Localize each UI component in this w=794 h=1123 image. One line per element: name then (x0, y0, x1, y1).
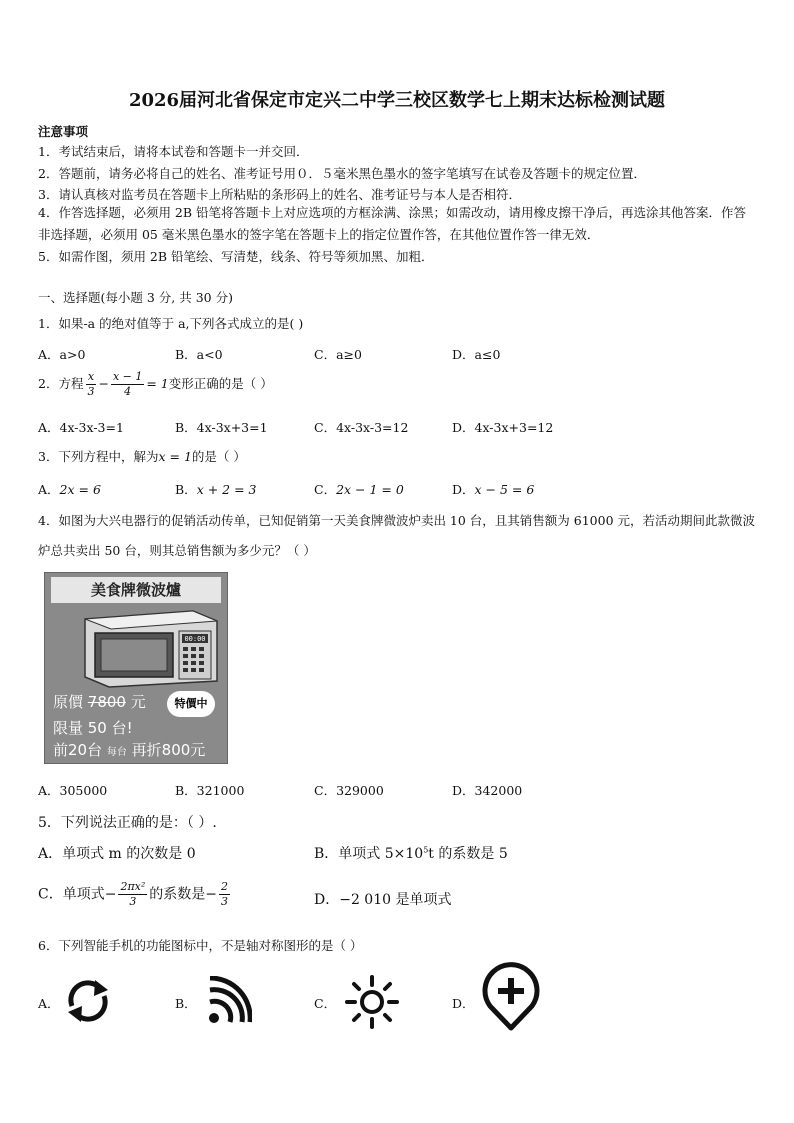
q4-option-c[interactable]: C．329000 (314, 783, 384, 798)
q3-label-c: C． (314, 482, 337, 497)
q3-label-d: D． (452, 482, 475, 497)
q2-option-b[interactable]: B．4x-3x+3=1 (175, 420, 268, 435)
q2-f1-den: 3 (87, 385, 95, 398)
q6-option-d[interactable]: D． (452, 996, 475, 1011)
q2-option-d[interactable]: D．4x-3x+3=12 (452, 420, 554, 435)
notice-item-2: 2．答题前，请务必将自己的姓名、准考证号用０．５毫米黑色墨水的签字笔填写在试卷及答题卡的规定位置． (38, 166, 646, 181)
q2-minus: − (98, 376, 109, 391)
price-label: 原價 (53, 693, 84, 711)
q3-label-b: B． (175, 482, 197, 497)
q5-c-frac (118, 880, 147, 909)
question-6-stem: 6．下列智能手机的功能图标中，不是轴对称图形的是（ ） (38, 938, 363, 953)
q6-option-a[interactable]: A． (38, 996, 60, 1011)
q5-option-c[interactable] (38, 880, 232, 909)
price-value: 7800 (87, 693, 126, 711)
q5-b-exp: 5 (423, 845, 429, 855)
price-unit: 元 (130, 693, 146, 711)
brightness-sun-icon (344, 974, 400, 1030)
flyer-banner: 美食牌微波爐 (51, 577, 221, 603)
question-5-stem: 5．下列说法正确的是：（ ）. (38, 815, 217, 831)
q5-c-num2: 2 (221, 880, 229, 893)
notice-item-3: 3．请认真核对监考员在答题卡上所粘贴的条形码上的姓名、准考证号与本人是否相符． (38, 187, 521, 202)
promo-flyer-image (44, 572, 228, 764)
q1-option-a[interactable]: A．a>0 (38, 347, 86, 362)
page-title: 2026届河北省保定市定兴二中学三校区数学七上期末达标检测试题 (128, 90, 666, 111)
q5-c-den2: 3 (221, 895, 229, 908)
q2-prefix: 2．方程 (38, 376, 84, 391)
q2-suffix: 变形正确的是（ ） (168, 376, 273, 391)
q3-option-a[interactable] (38, 480, 101, 498)
microwave-display: 00:00 (184, 635, 206, 643)
q5-b-post: t 的系数是 5 (428, 846, 508, 862)
wifi-signal-icon (206, 976, 252, 1026)
q1-option-b[interactable]: B．a<0 (175, 347, 223, 362)
flyer-original-price (53, 691, 146, 712)
question-2-stem (38, 370, 273, 399)
notice-heading: 注意事项 (38, 124, 89, 139)
deal-discount: 再折800元 (131, 741, 206, 759)
microwave-icon (75, 607, 225, 689)
flyer-limit: 限量 50 台! (53, 719, 133, 737)
notice-item-4: 4．作答选择题，必须用 2B 铅笔将答题卡上对应选项的方框涂满、涂黑；如需改动，请用橡皮擦干净后，再选涂其他答案．作答非选择题，必须用 05 毫米黑色墨水的签字笔在答题卡上的指定位置作答，在其他位置作答一律无效． (38, 205, 747, 242)
q5-option-d[interactable]: D．−2 010 是单项式 (314, 892, 452, 908)
location-pin-plus-icon (478, 962, 544, 1032)
question-1-stem: 1．如果-a 的绝对值等于 a,下列各式成立的是( ) (38, 316, 304, 331)
q5-c-frac-2 (219, 880, 230, 909)
q2-equals: = 1 (146, 376, 169, 391)
q4-option-d[interactable]: D．342000 (452, 783, 523, 798)
q2-f2-den: 4 (124, 385, 132, 398)
q3-suffix: 的是（ ） (191, 449, 246, 464)
flyer-deal (53, 739, 205, 760)
q4-option-a[interactable]: A．305000 (38, 783, 108, 798)
on-sale-badge: 特價中 (167, 691, 215, 717)
q5-c-mid: 的系数是− (149, 886, 218, 903)
q3-label-a: A． (38, 482, 60, 497)
q5-c-pre: C．单项式− (38, 886, 117, 903)
q2-option-c[interactable]: C．4x-3x-3=12 (314, 420, 409, 435)
q5-b-pre: B．单项式 5×10 (314, 846, 424, 862)
deal-each: 每台 (106, 747, 127, 758)
q6-option-c[interactable]: C． (314, 996, 337, 1011)
q5-option-b[interactable] (314, 843, 508, 863)
q2-f1-num: x (87, 370, 95, 383)
q1-option-d[interactable]: D．a≤0 (452, 347, 501, 362)
q5-c-num: 2πx² (120, 880, 146, 893)
q2-fraction-2 (111, 370, 144, 399)
q5-c-den: 3 (129, 895, 137, 908)
q5-option-a[interactable]: A．单项式 m 的次数是 0 (38, 846, 196, 862)
q3-condition: x = 1 (158, 449, 192, 464)
q6-option-b[interactable]: B． (175, 996, 197, 1011)
q3-eq-a: 2x = 6 (59, 482, 101, 497)
q3-eq-c: 2x − 1 = 0 (336, 482, 404, 497)
q2-fraction-1 (85, 370, 96, 399)
section-heading: 一、选择题(每小题 3 分, 共 30 分) (38, 290, 233, 305)
q3-eq-b: x + 2 = 3 (196, 482, 257, 497)
notice-item-5: 5．如需作图，须用 2B 铅笔绘、写清楚，线条、符号等须加黑、加粗． (38, 249, 434, 264)
sync-arrows-icon (62, 976, 114, 1026)
question-3-stem (38, 447, 246, 465)
question-4-stem: 4．如图为大兴电器行的促销活动传单，已知促销第一天美食牌微波炉卖出 10 台，且其销售额为 61000 元，若活动期间此款微波炉总共卖出 50 台，则其总销售额为多少元？（ ） (38, 513, 756, 558)
deal-first: 前20台 (53, 741, 103, 759)
q3-eq-d: x − 5 = 6 (474, 482, 535, 497)
notice-item-1: 1．考试结束后，请将本试卷和答题卡一并交回． (38, 144, 309, 159)
q3-option-b[interactable] (175, 480, 256, 498)
q3-option-c[interactable] (314, 480, 404, 498)
q2-option-a[interactable]: A．4x-3x-3=1 (38, 420, 124, 435)
q3-prefix: 3．下列方程中，解为 (38, 449, 159, 464)
q4-option-b[interactable]: B．321000 (175, 783, 245, 798)
q2-f2-num: x − 1 (112, 370, 143, 383)
q1-option-c[interactable]: C．a≥0 (314, 347, 362, 362)
q3-option-d[interactable] (452, 480, 534, 498)
